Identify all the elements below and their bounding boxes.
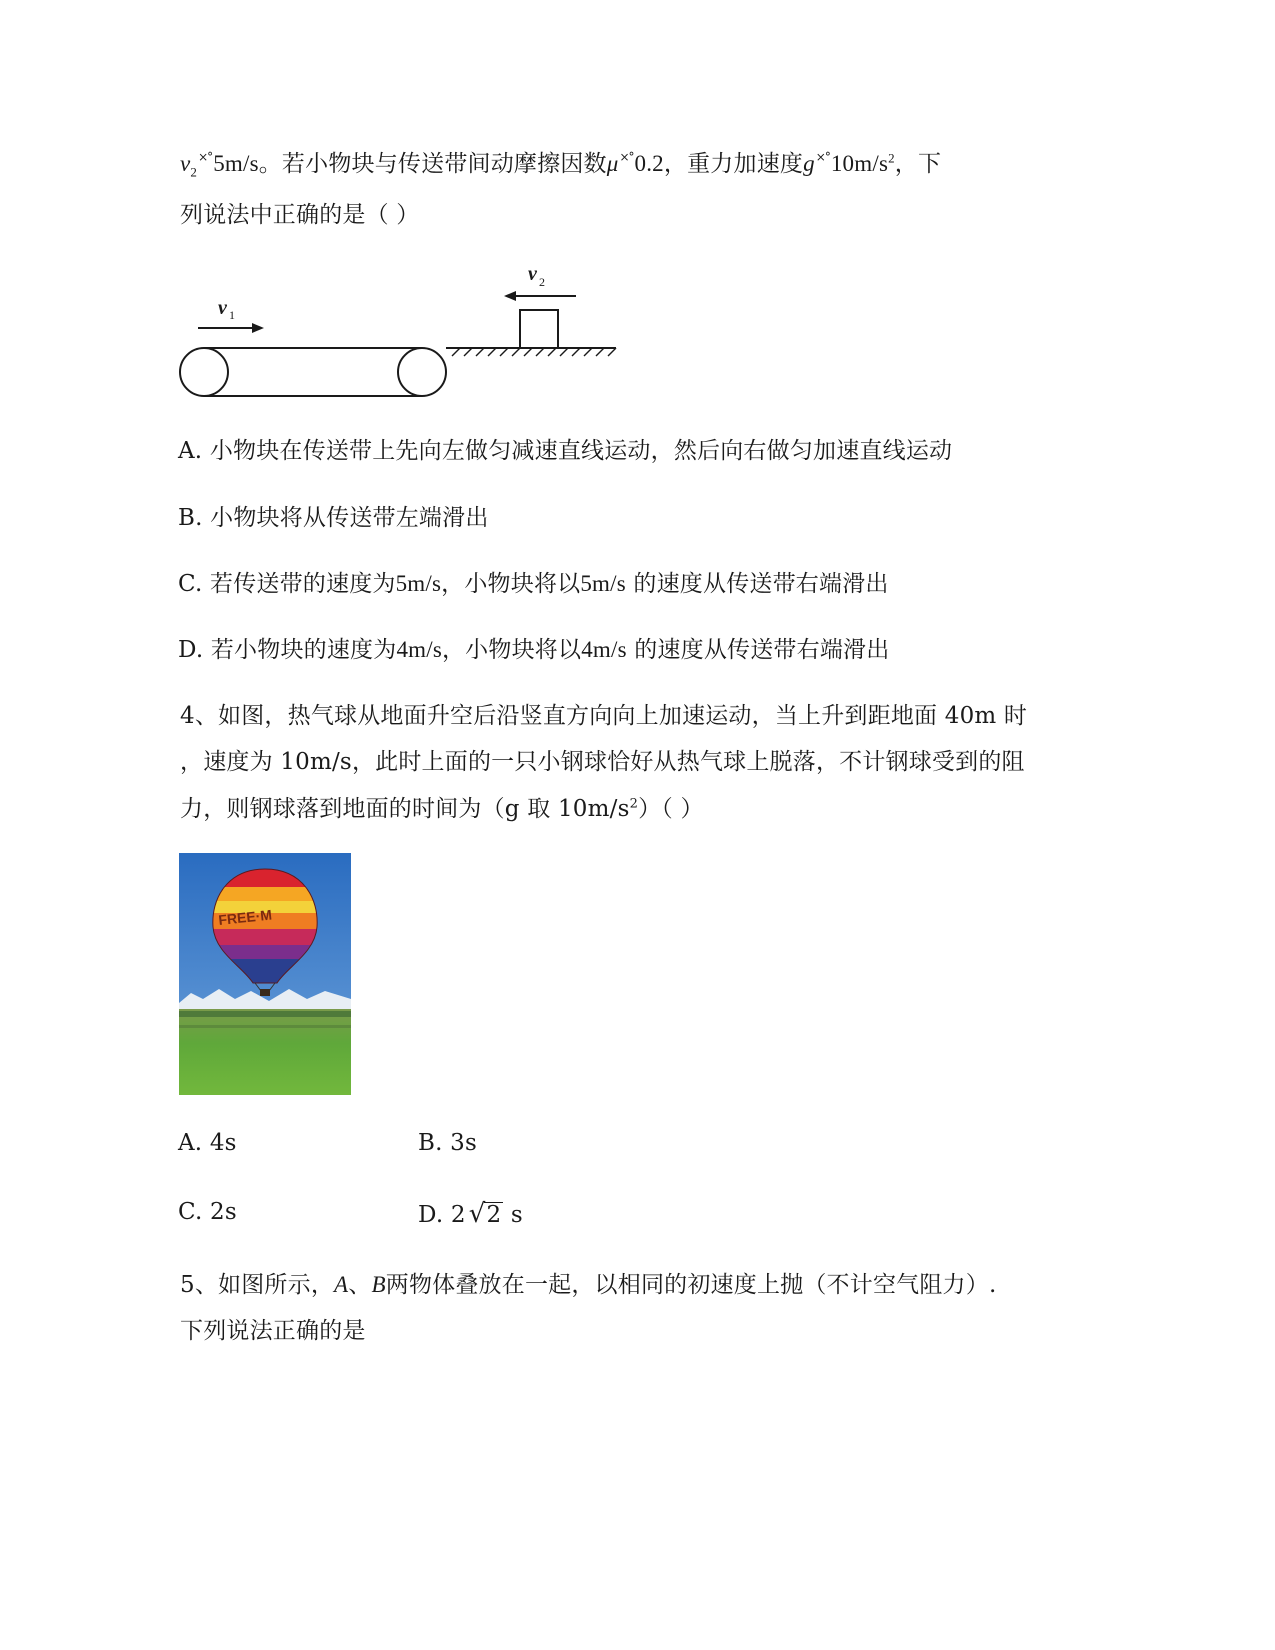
right-pulley (398, 348, 446, 396)
hot-air-balloon-photo (179, 853, 351, 1095)
g-value: 10m/s (830, 151, 889, 176)
q3-text-1: 。若小物块与传送带间动摩擦因数 (258, 151, 607, 177)
v1-label: v (218, 297, 227, 319)
option-d-radicand: 2 (486, 1202, 502, 1228)
q4-line3-sup: 2 (629, 796, 639, 812)
v2-sub: 2 (539, 275, 545, 289)
v1-arrow-head (252, 323, 264, 333)
option-c-prefix: C. 若传送带的速度为 (178, 571, 396, 597)
q3-text-2: ，重力加速度 (663, 151, 804, 177)
q3-line1 (180, 145, 941, 181)
mu-symbol: μ (606, 151, 619, 176)
conveyor-belt-figure (170, 258, 630, 403)
v2-subscript: 2 (190, 164, 198, 180)
balloon-text: FREE·M (217, 906, 273, 928)
option-d-speed2: 4m/s (581, 637, 627, 662)
q5-line2: 下列说法正确的是 (180, 1318, 366, 1344)
equals-glyph: ×° (198, 150, 213, 164)
g-symbol: g (803, 151, 815, 176)
q4-line1: 4、如图，热气球从地面升空后沿竖直方向向上加速运动，当上升到距地面 40m 时 (180, 703, 1028, 729)
v2-arrow-head (504, 291, 516, 301)
q4-option-c: C. 2s (178, 1199, 237, 1225)
q4-option-a: A. 4s (178, 1130, 237, 1156)
object-a-label: A (334, 1272, 349, 1297)
option-d-speed1: 4m/s (396, 637, 442, 662)
left-pulley (180, 348, 228, 396)
q4-option-d (418, 1199, 523, 1229)
q4-line3 (180, 790, 704, 823)
option-d-suffix: 的速度从传送带右端滑出 (634, 637, 890, 663)
object-b-label: B (371, 1272, 386, 1297)
balloon-basket (260, 989, 270, 996)
q3-option-a: A. 小物块在传送带上先向左做匀减速直线运动，然后向右做匀加速直线运动 (178, 438, 953, 464)
ground-hatching (452, 348, 616, 356)
v1-sub: 1 (229, 308, 235, 322)
q4-line3-b: ）（ ） (638, 796, 704, 822)
option-c-speed2: 5m/s (580, 571, 626, 596)
option-c-mid: ，小物块将以 (441, 571, 581, 597)
q5-text-b: 两物体叠放在一起，以相同的初速度上抛（不计空气阻力）. (385, 1272, 997, 1298)
option-c-speed1: 5m/s (395, 571, 442, 596)
g-superscript: 2 (888, 150, 895, 166)
option-c-suffix: 的速度从传送带右端滑出 (633, 571, 889, 597)
q4-line2: ，速度为 10m/s，此时上面的一只小钢球恰好从热气球上脱落，不计钢球受到的阻 (180, 749, 1025, 775)
small-block (520, 310, 558, 348)
q3-line2: 列说法中正确的是（ ） (180, 202, 420, 228)
equals-glyph: ×° (815, 150, 830, 164)
q3-option-b: B. 小物块将从传送带左端滑出 (178, 505, 489, 531)
q5-text-a: 5、如图所示， (180, 1272, 335, 1298)
sqrt-icon: √ (468, 1199, 486, 1229)
q5-line1 (180, 1266, 996, 1299)
q3-option-c (178, 565, 889, 598)
v2-label: v (528, 263, 537, 285)
mu-value: 0.2 (634, 151, 664, 176)
q3-text-3: ，下 (894, 151, 942, 177)
q4-option-b: B. 3s (418, 1130, 477, 1156)
q3-option-d (178, 631, 889, 664)
q4-line3-a: 力，则钢球落到地面的时间为（g 取 10m/s (180, 796, 630, 822)
v2-value: 5m/s (213, 151, 259, 176)
option-d-prefix: D. 若小物块的速度为 (178, 637, 397, 663)
equals-glyph: ×° (619, 150, 634, 164)
v2-symbol: v (180, 151, 191, 176)
option-d-prefix: D. 2 (418, 1202, 466, 1228)
option-d-unit: s (503, 1202, 523, 1228)
option-d-mid: ，小物块将以 (441, 637, 582, 663)
q5-separator: 、 (348, 1272, 372, 1298)
